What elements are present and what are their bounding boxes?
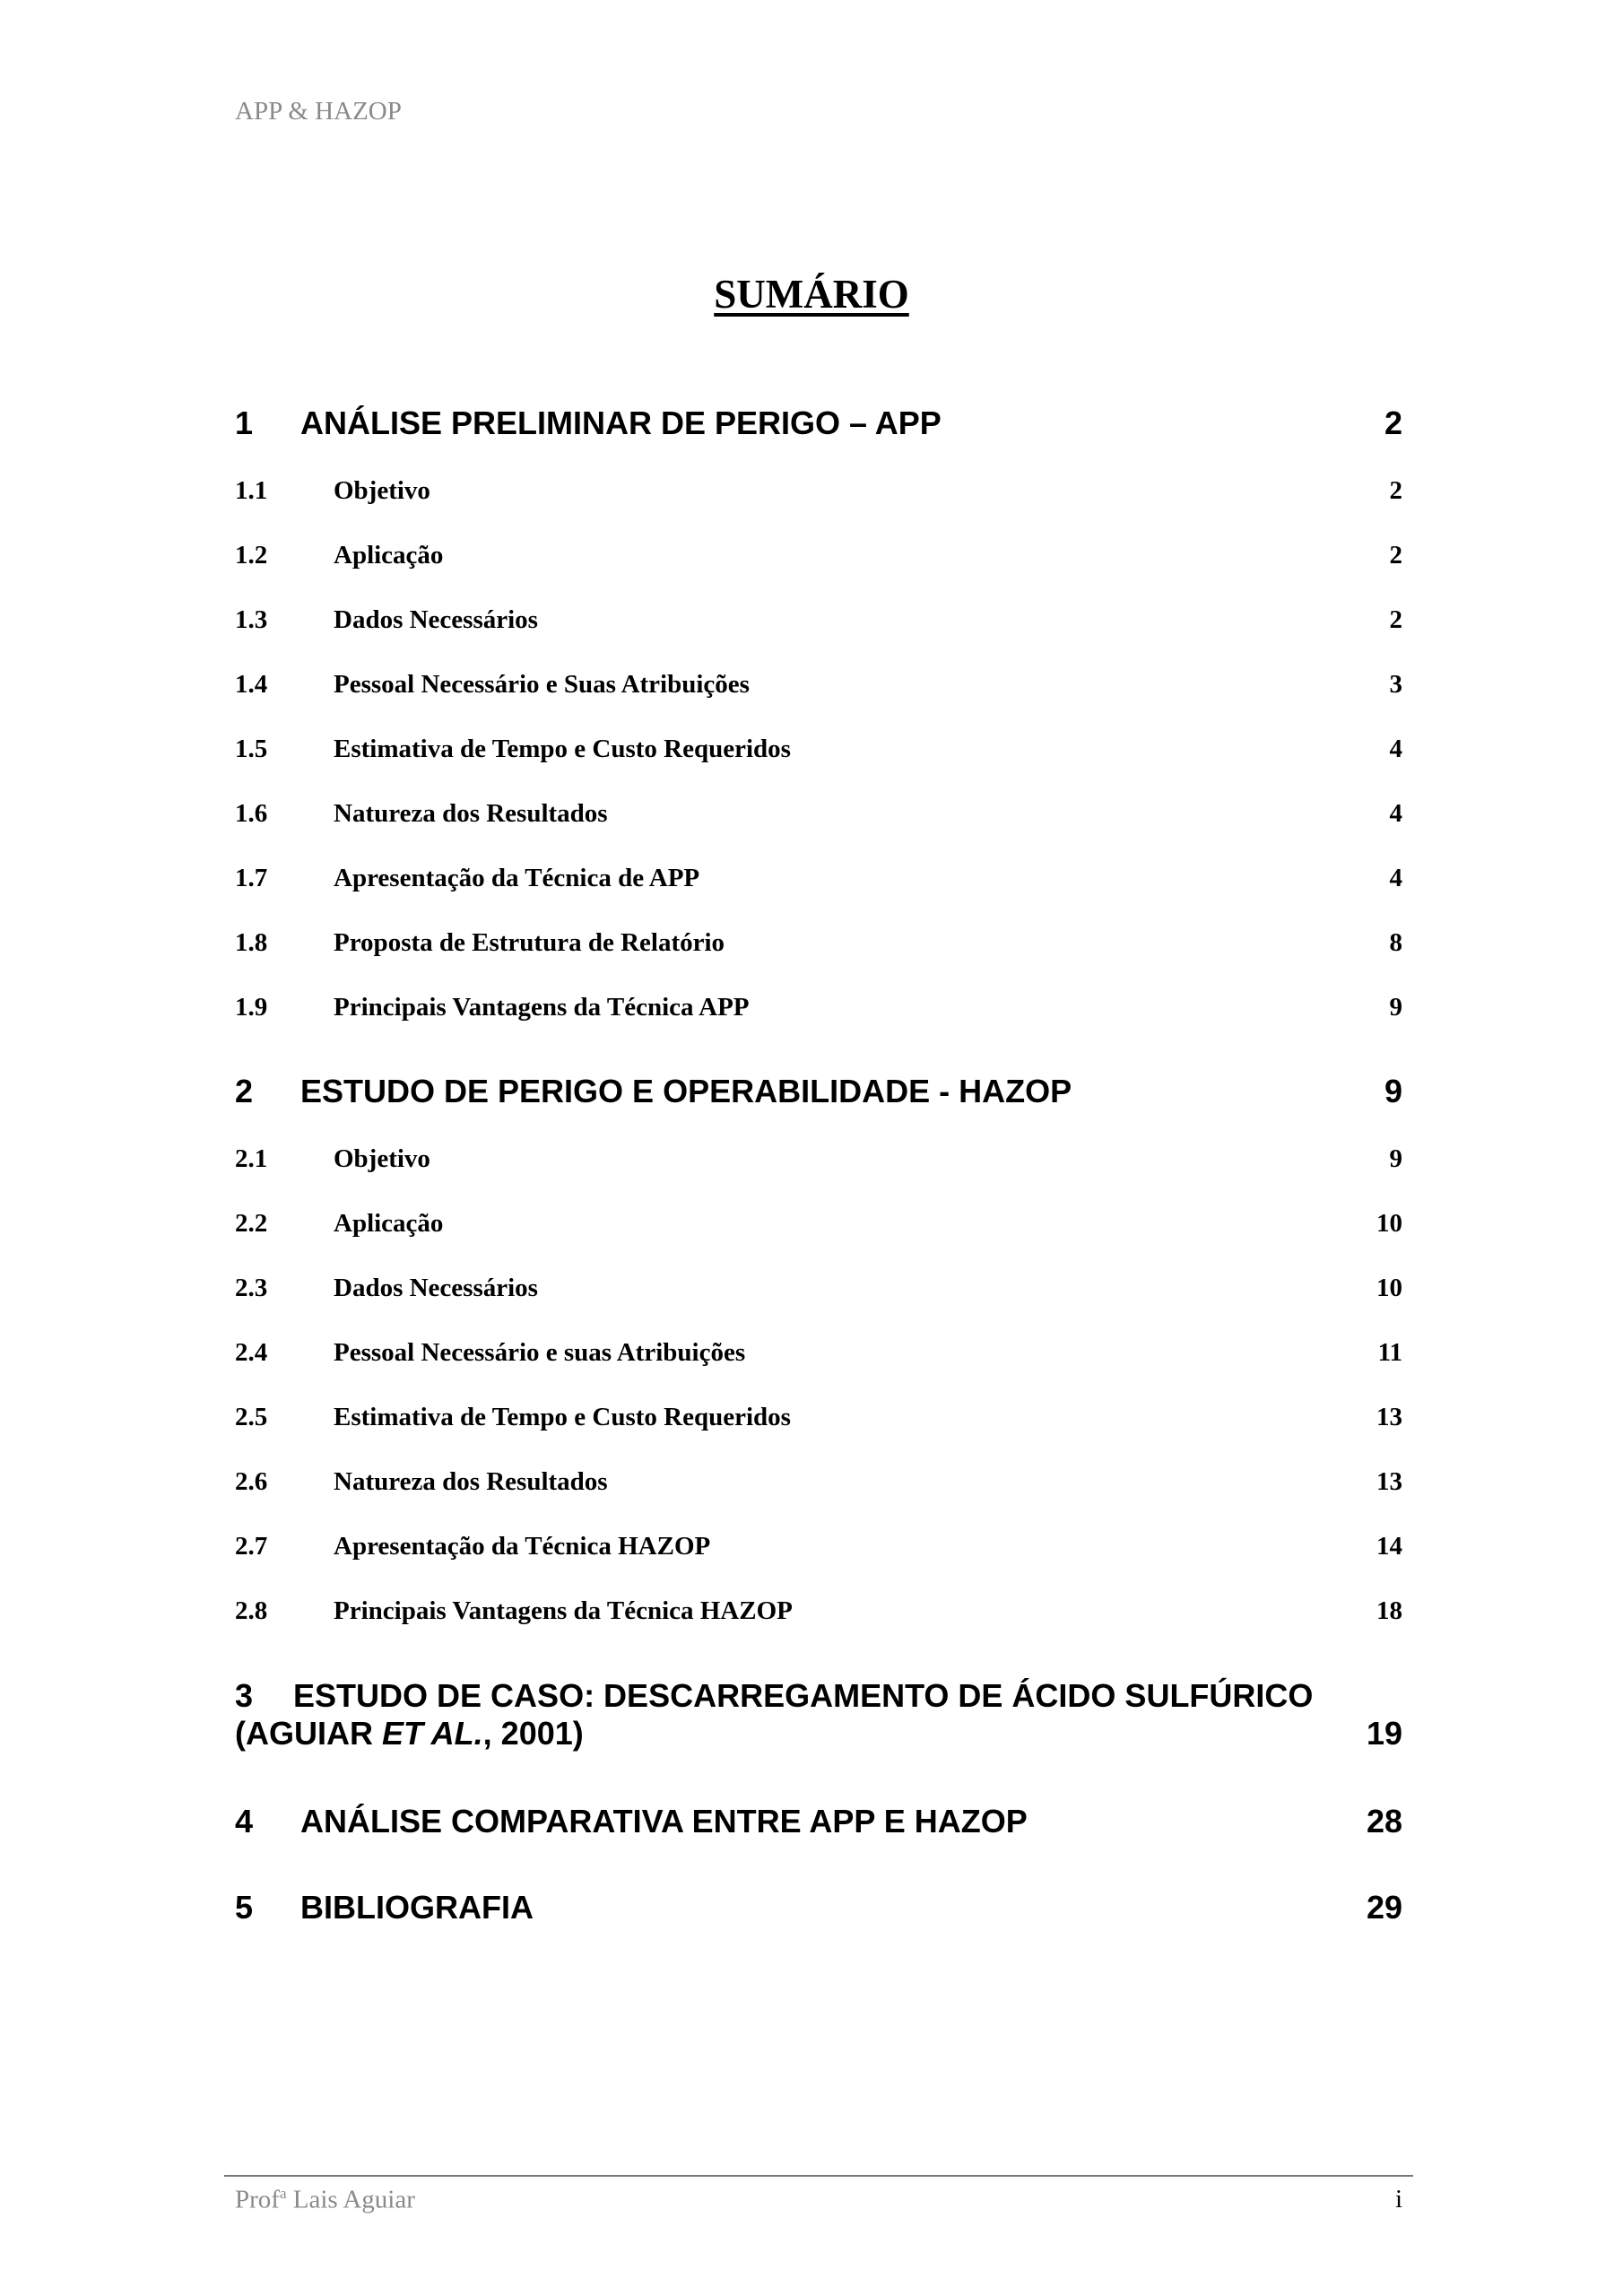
toc-label-part: , 2001) [482,1715,584,1752]
toc-number: 2.2 [235,1209,268,1238]
toc-number: 1.5 [235,735,268,763]
toc-number: 2.5 [235,1403,268,1431]
toc-number: 1.7 [235,864,268,892]
toc-label: Dados Necessários [334,605,538,634]
toc-label-italic: ET AL. [382,1715,483,1752]
page-title: SUMÁRIO [714,272,909,317]
toc-page: 4 [1389,864,1402,892]
toc-page: 4 [1389,735,1402,763]
toc-number: 1.6 [235,799,268,828]
toc-page: 9 [1389,1144,1402,1173]
toc-number: 1 [235,404,254,441]
toc-label: Pessoal Necessário e suas Atribuições [334,1338,746,1367]
running-header: APP & HAZOP [235,97,402,126]
toc-page: 18 [1376,1596,1402,1625]
toc-number: 1.9 [235,993,268,1022]
toc-page: 10 [1376,1209,1402,1238]
toc-page: 2 [1389,476,1402,505]
toc-number: 2.7 [235,1532,268,1561]
toc-label: Aplicação [334,1209,444,1238]
toc-label: Estimativa de Tempo e Custo Requeridos [334,735,791,763]
toc-number: 1.8 [235,928,268,957]
toc-number: 4 [235,1803,254,1839]
footer-author [235,2185,415,2215]
toc-page: 9 [1389,993,1402,1022]
toc-label: Pessoal Necessário e Suas Atribuições [334,670,750,699]
toc-number: 1.1 [235,476,268,505]
toc-label: Objetivo [334,1144,430,1173]
footer-page-number: i [1394,2185,1402,2213]
toc-number: 2.6 [235,1467,268,1496]
toc-page: 4 [1389,799,1402,828]
toc-label: Dados Necessários [334,1274,538,1302]
toc-label: Natureza dos Resultados [334,1467,608,1496]
toc-label: Natureza dos Resultados [334,799,608,828]
toc-label: Principais Vantagens da Técnica HAZOP [334,1596,793,1625]
toc-page: 19 [1366,1715,1402,1752]
toc-page: 13 [1376,1467,1402,1496]
toc-number: 1.3 [235,605,268,634]
toc-number: 2.8 [235,1596,268,1625]
toc-number: 1.2 [235,541,268,570]
toc-page: 2 [1384,404,1402,441]
toc-label: BIBLIOGRAFIA [300,1889,534,1926]
toc-page: 9 [1384,1073,1402,1109]
footer-author-superscript: a [279,2185,287,2202]
toc-number: 2.3 [235,1274,268,1302]
toc-label: ESTUDO DE PERIGO E OPERABILIDADE - HAZOP [300,1073,1072,1109]
toc-label-line-2 [235,1715,584,1752]
toc-label: ESTUDO DE CASO: DESCARREGAMENTO DE ÁCIDO SULFÚRICO [293,1677,1314,1714]
toc-label: Principais Vantagens da Técnica APP [334,993,750,1022]
toc-label-line-1 [235,1677,1313,1715]
toc-label: Proposta de Estrutura de Relatório [334,928,725,957]
toc-label: Estimativa de Tempo e Custo Requeridos [334,1403,791,1431]
toc-label-part: (AGUIAR [235,1715,382,1752]
footer-author-name: Lais Aguiar [286,2185,415,2214]
toc-page: 14 [1376,1532,1402,1561]
toc-label: ANÁLISE COMPARATIVA ENTRE APP E HAZOP [300,1803,1028,1839]
toc-label: Objetivo [334,476,430,505]
toc-number: 2.1 [235,1144,268,1173]
toc-page: 11 [1377,1338,1402,1367]
footer-author-prefix: Prof [235,2185,280,2214]
toc-number: 3 [235,1677,254,1714]
toc-page: 29 [1366,1889,1402,1926]
toc-page: 28 [1366,1803,1402,1839]
toc-page: 10 [1376,1274,1402,1302]
toc-label: Apresentação da Técnica HAZOP [334,1532,711,1561]
toc-page: 8 [1389,928,1402,957]
toc-number: 1.4 [235,670,268,699]
toc-label: Apresentação da Técnica de APP [334,864,700,892]
toc-number: 5 [235,1889,254,1926]
toc-number: 2.4 [235,1338,268,1367]
toc-number: 2 [235,1073,254,1109]
toc-page: 13 [1376,1403,1402,1431]
toc-label: Aplicação [334,541,444,570]
toc-label: ANÁLISE PRELIMINAR DE PERIGO – APP [300,404,942,441]
toc-page: 2 [1389,541,1402,570]
toc-page: 3 [1389,670,1402,699]
toc-page: 2 [1389,605,1402,634]
footer-divider [224,2175,1413,2177]
